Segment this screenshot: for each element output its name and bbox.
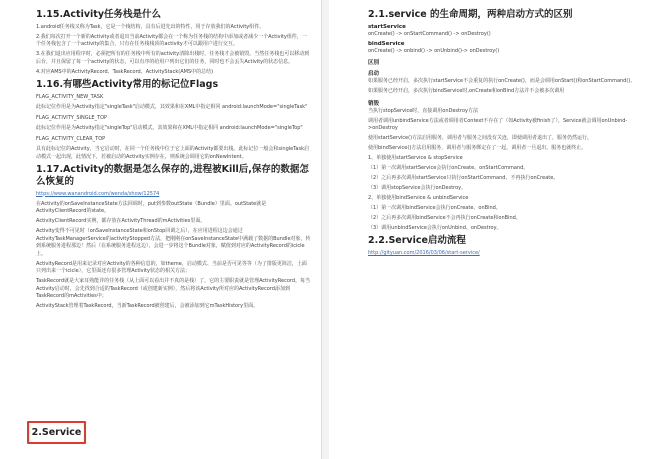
launch-title: 启动	[368, 71, 380, 78]
case-step: （3）调用unbindService会执行onUnbind、onDestroy。	[368, 225, 502, 232]
restore-link[interactable]: https://www.wanandroid.com/wenda/show/12574	[36, 190, 160, 197]
case-step: （2）之后再多次调用bindService不会再执行onCreate和onBind。	[368, 215, 521, 222]
paragraph: 2.我们每次打开一个新的Activity或者退出当前Activity都会在一个称为任务栈的结构中添加或者减少一个Activity组件，一个任务栈包含了一个activity的集合，只有在任务栈栈顶的activity才可以跟用户进行交互。	[36, 33, 307, 48]
paragraph: 使用startService()方法启用服务，调用者与服务之间没有关连，即使调用者退出了，服务仍然运行。	[368, 135, 593, 142]
paragraph: 当执行stopService时，直接调用onDestroy方法	[368, 107, 478, 114]
destroy-title: 销毁	[368, 100, 380, 107]
diff-title: 区别	[368, 60, 380, 67]
paragraph: 如果服务已经开启，多次执行startService不会重复的执行onCreate()，而是会调用onStart()和onStartCommand()。	[368, 78, 636, 85]
page-left	[0, 0, 322, 459]
flag-name: FLAG_ACTIVITY_NEW_TASK	[36, 93, 104, 100]
paragraph: ActivityRecord是用来记录对应Activity的各种信息的，如theme，启动模式、当前是否可见等等（为了排版更简洁，上面只列出来一个icicle），它里面还有很多管理Activity状态的相关方法；	[36, 260, 307, 274]
paragraph: TaskRecord就是大家耳熟能详的任务栈（从上面可以看出并不真的是栈）了，它的主要职责就是管理ActivityRecord。每当Activity启动时，会先找到合适的TaskRecord（或创建新实例），然后将该Activity所对应的ActivityRecord添加到TaskRecord的mActivities中；	[36, 278, 311, 299]
bind-service-title: bindService	[368, 41, 405, 48]
paragraph: 使用bindService()方法启用服务，调用者与服务绑定在了一起，调用者一旦退出，服务也就终止。	[368, 145, 587, 152]
heading-service-flow: 2.2.Service启动流程	[368, 235, 466, 247]
paragraph: 在Activity的onSaveInstanceState方法回调时，put到参数outState（Bundle）里面。outState就是ActivityClientRecord的state。	[36, 200, 267, 214]
paragraph: 此标记位作用是为Activity指定"singleTop"启动模式，其效果和在XML中指定相同 android:launchMode="singleTop"	[36, 125, 303, 132]
case-step: （3）调用stopService会执行onDestroy。	[368, 185, 467, 192]
paragraph: ActivityStack管理着TaskRecord，当新TaskRecord被创建后，会被添加到它mTaskHistory里面。	[36, 303, 259, 309]
heading-activity-stack: 1.15.Activity任务栈是什么	[36, 9, 162, 20]
paragraph: 具有此标记位的Activity，当它启动时，在同一个任务栈中位于它上面的Activity都要出栈。此标记位一般会和singleTask启动模式一起出现，此情况下，若被启动的Activity实例存在，则系统会调用它的onNewIntent。	[36, 146, 309, 160]
paragraph: 4.对应AMS中的ActivityRecord、TaskRecord、ActivityStack(AMS中的总结)	[36, 68, 214, 75]
case-step: （1）第一次调用bindService会执行onCreate、onBind。	[368, 205, 501, 212]
start-service-flow: onCreate() -> onStartCommand() -> onDestroy()	[368, 30, 491, 37]
case-step: （2）之后再多次调用startService只执行onStartCommand，不再执行onCreate。	[368, 175, 559, 182]
paragraph: 如果服务已经开启，多次执行bindService时,onCreate和onBind方法并不会被多次调用	[368, 88, 565, 95]
service-flow-link[interactable]: http://gityuan.com/2016/03/06/start-service/	[368, 250, 480, 257]
paragraph: Activity变得不可见时（onSaveInstanceState和onStop回调之后），在应用进程这边会通过ActivityTaskManagerService的activityStopped方法，把刚刚在onSaveInstanceState中满载了数据的Bundle对象，传到系统服务进程那边！然后（在系统服务进程这边），会进一步将这个Bundle对象，赋值到对应的ActivityRecord的icicle上。	[36, 228, 311, 257]
case-title: 2、单独使用bindService & unbindService	[368, 195, 469, 202]
heading-service-lifecycle: 2.1.service 的生命周期，两种启动方式的区别	[368, 9, 573, 20]
page-right	[329, 0, 650, 459]
heading-restore: 1.17.Activity的数据是怎么保存的,进程被Kill后,保存的数据怎么恢复的	[36, 163, 309, 187]
bind-service-flow: onCreate() -> onbind() -> onUnbind()-> onDestroy()	[368, 48, 500, 55]
flag-name: FLAG_ACTIVITY_SINGLE_TOP	[36, 114, 108, 121]
case-title: 1、单独使用startService & stopService	[368, 155, 463, 162]
paragraph: 此标记位作用是为Activity指定"singleTask"启动模式，其效果和在XML中指定相同 android:launchMode="singleTask"	[36, 104, 308, 111]
paragraph: 1.android任务栈又称为Task，它是一个栈结构，具有后进先出的特性，用于存放我们的Activity组件。	[36, 23, 265, 30]
paragraph: 调用者调用unbindService方法或者调用者Context不存在了（如Activity被finish了），Service就会调用onUnbind->onDestroy	[368, 117, 628, 132]
paragraph: ActivityClientRecord实例，都存放在ActivityThread的mActivities里面。	[36, 218, 206, 224]
start-service-title: startService	[368, 23, 406, 30]
heading-flags: 1.16.有哪些Activity常用的标记位Flags	[36, 78, 219, 90]
paragraph: 3.在我们退出应用程序时，必须把所有的任务栈中所有的activity清除出栈时，任务栈才会被销毁。当然任务栈也可以移动到后台，并且保留了每一个activity的状态，可以有序的给用户列出它们的任务，同时也不会丢失Activity的状态信息。	[36, 51, 310, 65]
flag-name: FLAG_ACTIVITY_CLEAR_TOP	[36, 135, 106, 142]
heading-service-highlighted: 2.Service	[27, 421, 86, 444]
case-step: （1）第一次调用startService会执行onCreate、onStartCommand。	[368, 165, 529, 172]
